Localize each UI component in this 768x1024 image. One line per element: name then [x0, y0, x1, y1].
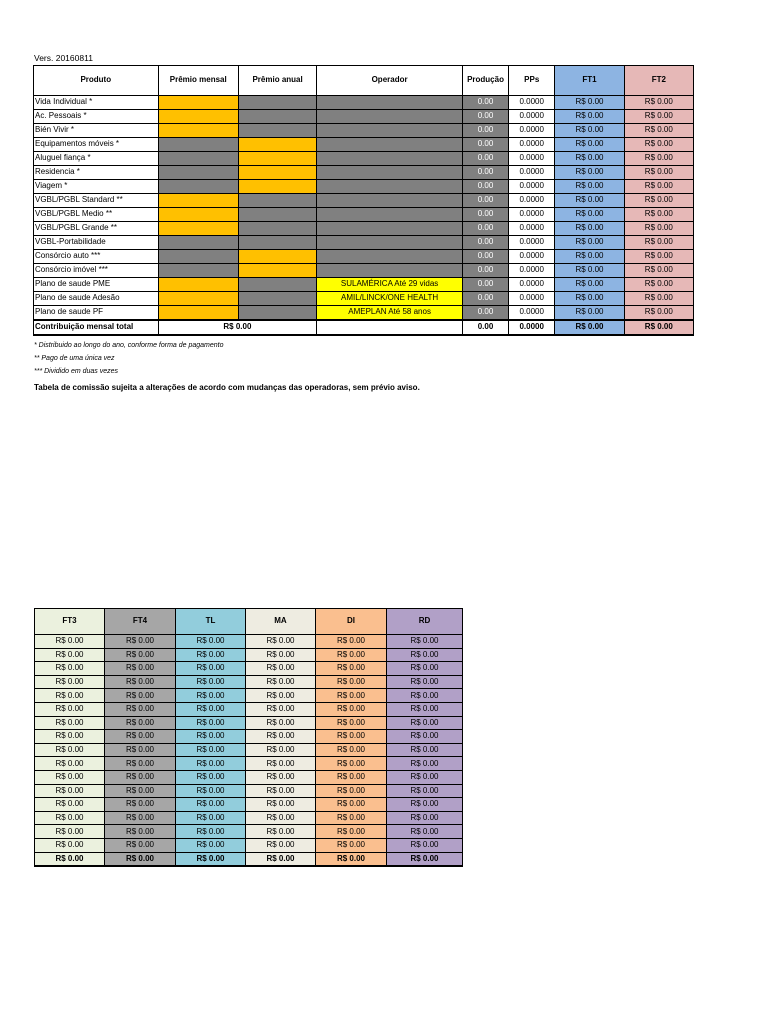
ft1-cell: R$ 0.00 [555, 138, 624, 152]
ft4-cell: R$ 0.00 [105, 811, 176, 825]
di-cell: R$ 0.00 [316, 838, 387, 852]
premio-anual-cell[interactable] [238, 152, 316, 166]
operador-cell [317, 152, 463, 166]
ft2-cell: R$ 0.00 [624, 96, 693, 110]
ft4-cell: R$ 0.00 [105, 702, 176, 716]
di-cell: R$ 0.00 [316, 770, 387, 784]
tl-cell: R$ 0.00 [176, 838, 246, 852]
premio-mensal-cell[interactable] [158, 124, 238, 138]
ft2-cell: R$ 0.00 [624, 194, 693, 208]
pps-cell: 0.0000 [509, 166, 555, 180]
operador-cell [317, 264, 463, 278]
tl-cell: R$ 0.00 [176, 689, 246, 703]
rd-cell: R$ 0.00 [387, 675, 463, 689]
header-producao: Produção [462, 66, 508, 96]
total-producao: 0.00 [462, 320, 508, 335]
premio-anual-cell [238, 96, 316, 110]
rd-cell: R$ 0.00 [387, 635, 463, 649]
lower-table-row [35, 784, 463, 798]
premio-anual-cell[interactable] [238, 166, 316, 180]
lower-table-row [35, 811, 463, 825]
premio-anual-cell [238, 236, 316, 250]
ft1-cell: R$ 0.00 [555, 110, 624, 124]
disclaimer-text: Tabela de comissão sujeita a alterações de acordo com mudanças das operadoras, sem prévio aviso. [34, 383, 420, 392]
producao-cell: 0.00 [462, 152, 508, 166]
operador-cell [317, 124, 463, 138]
operador-cell [317, 222, 463, 236]
ft4-cell: R$ 0.00 [105, 675, 176, 689]
header-rd: RD [387, 609, 463, 635]
operador-cell[interactable]: AMIL/LINCK/ONE HEALTH [317, 292, 463, 306]
operador-cell [317, 110, 463, 124]
ft4-cell: R$ 0.00 [105, 689, 176, 703]
lower-table-row [35, 635, 463, 649]
table-row [34, 96, 694, 110]
lower-table-row [35, 757, 463, 771]
ft2-cell: R$ 0.00 [624, 138, 693, 152]
operador-cell [317, 236, 463, 250]
produto-cell: Plano de saude PF [34, 306, 159, 321]
producao-cell: 0.00 [462, 292, 508, 306]
commission-table [33, 65, 694, 336]
producao-cell: 0.00 [462, 208, 508, 222]
rd-cell: R$ 0.00 [387, 743, 463, 757]
table-row [34, 236, 694, 250]
tl-cell: R$ 0.00 [176, 770, 246, 784]
di-cell: R$ 0.00 [316, 811, 387, 825]
ft4-cell: R$ 0.00 [105, 825, 176, 839]
lower-table-row [35, 702, 463, 716]
ft4-cell: R$ 0.00 [105, 730, 176, 744]
table-row [34, 292, 694, 306]
rd-cell: R$ 0.00 [387, 838, 463, 852]
tl-cell: R$ 0.00 [176, 784, 246, 798]
premio-mensal-cell[interactable] [158, 110, 238, 124]
ft1-cell: R$ 0.00 [555, 236, 624, 250]
producao-cell: 0.00 [462, 124, 508, 138]
lower-table-row [35, 675, 463, 689]
table-row [34, 208, 694, 222]
premio-mensal-cell [158, 152, 238, 166]
lower-table-row [35, 730, 463, 744]
ma-cell: R$ 0.00 [246, 770, 316, 784]
producao-cell: 0.00 [462, 180, 508, 194]
header-row [34, 66, 694, 96]
operador-cell[interactable]: AMEPLAN Até 58 anos [317, 306, 463, 321]
ft2-cell: R$ 0.00 [624, 124, 693, 138]
di-cell: R$ 0.00 [316, 648, 387, 662]
header-pps: PPs [509, 66, 555, 96]
pps-cell: 0.0000 [509, 110, 555, 124]
pps-cell: 0.0000 [509, 278, 555, 292]
di-cell: R$ 0.00 [316, 635, 387, 649]
operador-cell [317, 208, 463, 222]
ma-cell: R$ 0.00 [246, 784, 316, 798]
pps-cell: 0.0000 [509, 180, 555, 194]
tl-cell: R$ 0.00 [176, 757, 246, 771]
ft2-cell: R$ 0.00 [624, 222, 693, 236]
rd-cell: R$ 0.00 [387, 648, 463, 662]
premio-mensal-cell [158, 236, 238, 250]
producao-cell: 0.00 [462, 96, 508, 110]
premio-anual-cell [238, 292, 316, 306]
rd-cell: R$ 0.00 [387, 798, 463, 812]
pps-cell: 0.0000 [509, 306, 555, 321]
ft2-cell: R$ 0.00 [624, 264, 693, 278]
ft3-cell: R$ 0.00 [35, 662, 105, 676]
ft2-cell: R$ 0.00 [624, 166, 693, 180]
tl-cell: R$ 0.00 [176, 743, 246, 757]
total-pps: 0.0000 [509, 320, 555, 335]
ft3-cell: R$ 0.00 [35, 798, 105, 812]
ft4-cell: R$ 0.00 [105, 784, 176, 798]
operador-cell [317, 194, 463, 208]
ft3-cell: R$ 0.00 [35, 702, 105, 716]
ft1-cell: R$ 0.00 [555, 222, 624, 236]
tl-cell: R$ 0.00 [176, 716, 246, 730]
lower-table-row [35, 689, 463, 703]
tl-cell: R$ 0.00 [176, 730, 246, 744]
produto-cell: Viagem * [34, 180, 159, 194]
header-di: DI [316, 609, 387, 635]
producao-cell: 0.00 [462, 236, 508, 250]
produto-cell: Consórcio auto *** [34, 250, 159, 264]
tl-cell: R$ 0.00 [176, 635, 246, 649]
pps-cell: 0.0000 [509, 138, 555, 152]
ma-cell: R$ 0.00 [246, 689, 316, 703]
ft4-cell: R$ 0.00 [105, 757, 176, 771]
producao-cell: 0.00 [462, 110, 508, 124]
di-cell: R$ 0.00 [316, 757, 387, 771]
header-ft3: FT3 [35, 609, 105, 635]
ft1-cell: R$ 0.00 [555, 166, 624, 180]
produto-cell: VGBL/PGBL Standard ** [34, 194, 159, 208]
premio-anual-cell [238, 278, 316, 292]
di-cell: R$ 0.00 [316, 798, 387, 812]
ft1-cell: R$ 0.00 [555, 278, 624, 292]
premio-mensal-cell[interactable] [158, 278, 238, 292]
operador-cell [317, 166, 463, 180]
tl-cell: R$ 0.00 [176, 675, 246, 689]
table-row [34, 278, 694, 292]
pps-cell: 0.0000 [509, 264, 555, 278]
operador-cell [317, 96, 463, 110]
di-cell: R$ 0.00 [316, 730, 387, 744]
ft3-cell: R$ 0.00 [35, 675, 105, 689]
premio-mensal-cell[interactable] [158, 292, 238, 306]
pps-cell: 0.0000 [509, 236, 555, 250]
ft2-cell: R$ 0.00 [624, 180, 693, 194]
ft1-cell: R$ 0.00 [555, 250, 624, 264]
ma-cell: R$ 0.00 [246, 730, 316, 744]
premio-anual-cell[interactable] [238, 180, 316, 194]
total-ft1: R$ 0.00 [555, 320, 624, 335]
producao-cell: 0.00 [462, 166, 508, 180]
premio-mensal-cell [158, 138, 238, 152]
note-2: ** Pago de uma única vez [34, 355, 115, 362]
rd-cell: R$ 0.00 [387, 730, 463, 744]
ft4-cell: R$ 0.00 [105, 798, 176, 812]
header-ft4: FT4 [105, 609, 176, 635]
ma-cell: R$ 0.00 [246, 648, 316, 662]
total-rd: R$ 0.00 [387, 852, 463, 866]
rd-cell: R$ 0.00 [387, 662, 463, 676]
produto-cell: VGBL/PGBL Grande ** [34, 222, 159, 236]
ft1-cell: R$ 0.00 [555, 180, 624, 194]
produto-cell: Aluguel fiança * [34, 152, 159, 166]
ft3-cell: R$ 0.00 [35, 784, 105, 798]
producao-cell: 0.00 [462, 278, 508, 292]
ft1-cell: R$ 0.00 [555, 264, 624, 278]
premio-mensal-cell[interactable] [158, 96, 238, 110]
ft2-cell: R$ 0.00 [624, 250, 693, 264]
tl-cell: R$ 0.00 [176, 662, 246, 676]
ma-cell: R$ 0.00 [246, 743, 316, 757]
premio-mensal-cell [158, 250, 238, 264]
table-row [34, 180, 694, 194]
premio-mensal-cell[interactable] [158, 208, 238, 222]
produto-cell: VGBL-Portabilidade [34, 236, 159, 250]
ft2-cell: R$ 0.00 [624, 152, 693, 166]
producao-cell: 0.00 [462, 222, 508, 236]
table-row [34, 306, 694, 321]
premio-mensal-cell[interactable] [158, 306, 238, 321]
lower-table-row [35, 825, 463, 839]
lower-table-row [35, 838, 463, 852]
di-cell: R$ 0.00 [316, 743, 387, 757]
table-row [34, 166, 694, 180]
header-tl: TL [176, 609, 246, 635]
ft4-cell: R$ 0.00 [105, 743, 176, 757]
premio-anual-cell [238, 194, 316, 208]
di-cell: R$ 0.00 [316, 662, 387, 676]
operador-cell [317, 250, 463, 264]
premio-mensal-cell [158, 166, 238, 180]
ft3-cell: R$ 0.00 [35, 743, 105, 757]
header-operador: Operador [317, 66, 463, 96]
ft4-cell: R$ 0.00 [105, 635, 176, 649]
produto-cell: Consórcio imóvel *** [34, 264, 159, 278]
ma-cell: R$ 0.00 [246, 825, 316, 839]
produto-cell: VGBL/PGBL Medio ** [34, 208, 159, 222]
ft4-cell: R$ 0.00 [105, 648, 176, 662]
ft3-cell: R$ 0.00 [35, 648, 105, 662]
tl-cell: R$ 0.00 [176, 702, 246, 716]
ft4-cell: R$ 0.00 [105, 716, 176, 730]
total-row [34, 320, 694, 335]
tl-cell: R$ 0.00 [176, 798, 246, 812]
produto-cell: Residencia * [34, 166, 159, 180]
ma-cell: R$ 0.00 [246, 702, 316, 716]
pps-cell: 0.0000 [509, 96, 555, 110]
rd-cell: R$ 0.00 [387, 825, 463, 839]
ft2-cell: R$ 0.00 [624, 278, 693, 292]
premio-anual-cell [238, 124, 316, 138]
pps-cell: 0.0000 [509, 292, 555, 306]
ma-cell: R$ 0.00 [246, 811, 316, 825]
ft2-cell: R$ 0.00 [624, 236, 693, 250]
premio-anual-cell [238, 110, 316, 124]
premio-mensal-cell[interactable] [158, 222, 238, 236]
commission-levels-table [34, 608, 463, 867]
header-produto: Produto [34, 66, 159, 96]
produto-cell: Equipamentos móveis * [34, 138, 159, 152]
pps-cell: 0.0000 [509, 250, 555, 264]
lower-table-row [35, 648, 463, 662]
producao-cell: 0.00 [462, 138, 508, 152]
premio-anual-cell[interactable] [238, 264, 316, 278]
total-di: R$ 0.00 [316, 852, 387, 866]
operador-cell [317, 138, 463, 152]
lower-header-row [35, 609, 463, 635]
pps-cell: 0.0000 [509, 222, 555, 236]
table-row [34, 222, 694, 236]
version-label: Vers. 20160811 [34, 53, 93, 63]
ft4-cell: R$ 0.00 [105, 770, 176, 784]
producao-cell: 0.00 [462, 264, 508, 278]
pps-cell: 0.0000 [509, 124, 555, 138]
rd-cell: R$ 0.00 [387, 689, 463, 703]
note-1: * Distribuido ao longo do ano, conforme forma de pagamento [34, 342, 224, 349]
ft4-cell: R$ 0.00 [105, 838, 176, 852]
premio-mensal-cell [158, 264, 238, 278]
table-row [34, 250, 694, 264]
producao-cell: 0.00 [462, 306, 508, 321]
ft3-cell: R$ 0.00 [35, 635, 105, 649]
rd-cell: R$ 0.00 [387, 770, 463, 784]
tl-cell: R$ 0.00 [176, 811, 246, 825]
ft1-cell: R$ 0.00 [555, 124, 624, 138]
ma-cell: R$ 0.00 [246, 675, 316, 689]
ma-cell: R$ 0.00 [246, 635, 316, 649]
pps-cell: 0.0000 [509, 208, 555, 222]
operador-cell [317, 180, 463, 194]
pps-cell: 0.0000 [509, 152, 555, 166]
premio-anual-cell [238, 222, 316, 236]
producao-cell: 0.00 [462, 250, 508, 264]
total-operador-blank [317, 320, 463, 335]
ft1-cell: R$ 0.00 [555, 152, 624, 166]
total-tl: R$ 0.00 [176, 852, 246, 866]
total-ft2: R$ 0.00 [624, 320, 693, 335]
ft3-cell: R$ 0.00 [35, 689, 105, 703]
premio-mensal-cell[interactable] [158, 194, 238, 208]
premio-anual-cell[interactable] [238, 250, 316, 264]
lower-table-row [35, 662, 463, 676]
ma-cell: R$ 0.00 [246, 662, 316, 676]
total-label: Contribuição mensal total [34, 320, 159, 335]
produto-cell: Bién Vivir * [34, 124, 159, 138]
ft4-cell: R$ 0.00 [105, 662, 176, 676]
ft3-cell: R$ 0.00 [35, 716, 105, 730]
ma-cell: R$ 0.00 [246, 838, 316, 852]
produto-cell: Plano de saude Adesão [34, 292, 159, 306]
lower-table-row [35, 770, 463, 784]
di-cell: R$ 0.00 [316, 825, 387, 839]
lower-table-row [35, 716, 463, 730]
rd-cell: R$ 0.00 [387, 702, 463, 716]
header-ft1: FT1 [555, 66, 624, 96]
produto-cell: Ac. Pessoais * [34, 110, 159, 124]
operador-cell[interactable]: SULAMÉRICA Até 29 vidas [317, 278, 463, 292]
table-row [34, 110, 694, 124]
lower-table-row [35, 743, 463, 757]
di-cell: R$ 0.00 [316, 784, 387, 798]
di-cell: R$ 0.00 [316, 702, 387, 716]
header-ma: MA [246, 609, 316, 635]
ft3-cell: R$ 0.00 [35, 730, 105, 744]
ft3-cell: R$ 0.00 [35, 825, 105, 839]
ft1-cell: R$ 0.00 [555, 306, 624, 321]
di-cell: R$ 0.00 [316, 716, 387, 730]
total-premio: R$ 0.00 [158, 320, 317, 335]
tl-cell: R$ 0.00 [176, 648, 246, 662]
premio-mensal-cell [158, 180, 238, 194]
di-cell: R$ 0.00 [316, 689, 387, 703]
ma-cell: R$ 0.00 [246, 716, 316, 730]
produto-cell: Plano de saude PME [34, 278, 159, 292]
ft3-cell: R$ 0.00 [35, 811, 105, 825]
ft1-cell: R$ 0.00 [555, 208, 624, 222]
rd-cell: R$ 0.00 [387, 757, 463, 771]
premio-anual-cell [238, 208, 316, 222]
ft3-cell: R$ 0.00 [35, 757, 105, 771]
header-premio-mensal: Prêmio mensal [158, 66, 238, 96]
ma-cell: R$ 0.00 [246, 757, 316, 771]
lower-table-row [35, 798, 463, 812]
table-row [34, 194, 694, 208]
producao-cell: 0.00 [462, 194, 508, 208]
table-row [34, 264, 694, 278]
pps-cell: 0.0000 [509, 194, 555, 208]
ft1-cell: R$ 0.00 [555, 194, 624, 208]
ma-cell: R$ 0.00 [246, 798, 316, 812]
ft3-cell: R$ 0.00 [35, 838, 105, 852]
premio-anual-cell[interactable] [238, 138, 316, 152]
rd-cell: R$ 0.00 [387, 716, 463, 730]
ft2-cell: R$ 0.00 [624, 208, 693, 222]
ft3-cell: R$ 0.00 [35, 770, 105, 784]
total-ft3: R$ 0.00 [35, 852, 105, 866]
premio-anual-cell [238, 306, 316, 321]
table-row [34, 124, 694, 138]
ft2-cell: R$ 0.00 [624, 292, 693, 306]
ft1-cell: R$ 0.00 [555, 96, 624, 110]
total-ma: R$ 0.00 [246, 852, 316, 866]
rd-cell: R$ 0.00 [387, 811, 463, 825]
note-3: *** Dividido em duas vezes [34, 368, 119, 375]
table-row [34, 138, 694, 152]
produto-cell: Vida Individual * [34, 96, 159, 110]
ft2-cell: R$ 0.00 [624, 306, 693, 321]
lower-total-row [35, 852, 463, 866]
header-ft2: FT2 [624, 66, 693, 96]
ft2-cell: R$ 0.00 [624, 110, 693, 124]
tl-cell: R$ 0.00 [176, 825, 246, 839]
di-cell: R$ 0.00 [316, 675, 387, 689]
rd-cell: R$ 0.00 [387, 784, 463, 798]
header-premio-anual: Prêmio anual [238, 66, 316, 96]
total-ft4: R$ 0.00 [105, 852, 176, 866]
table-row [34, 152, 694, 166]
ft1-cell: R$ 0.00 [555, 292, 624, 306]
